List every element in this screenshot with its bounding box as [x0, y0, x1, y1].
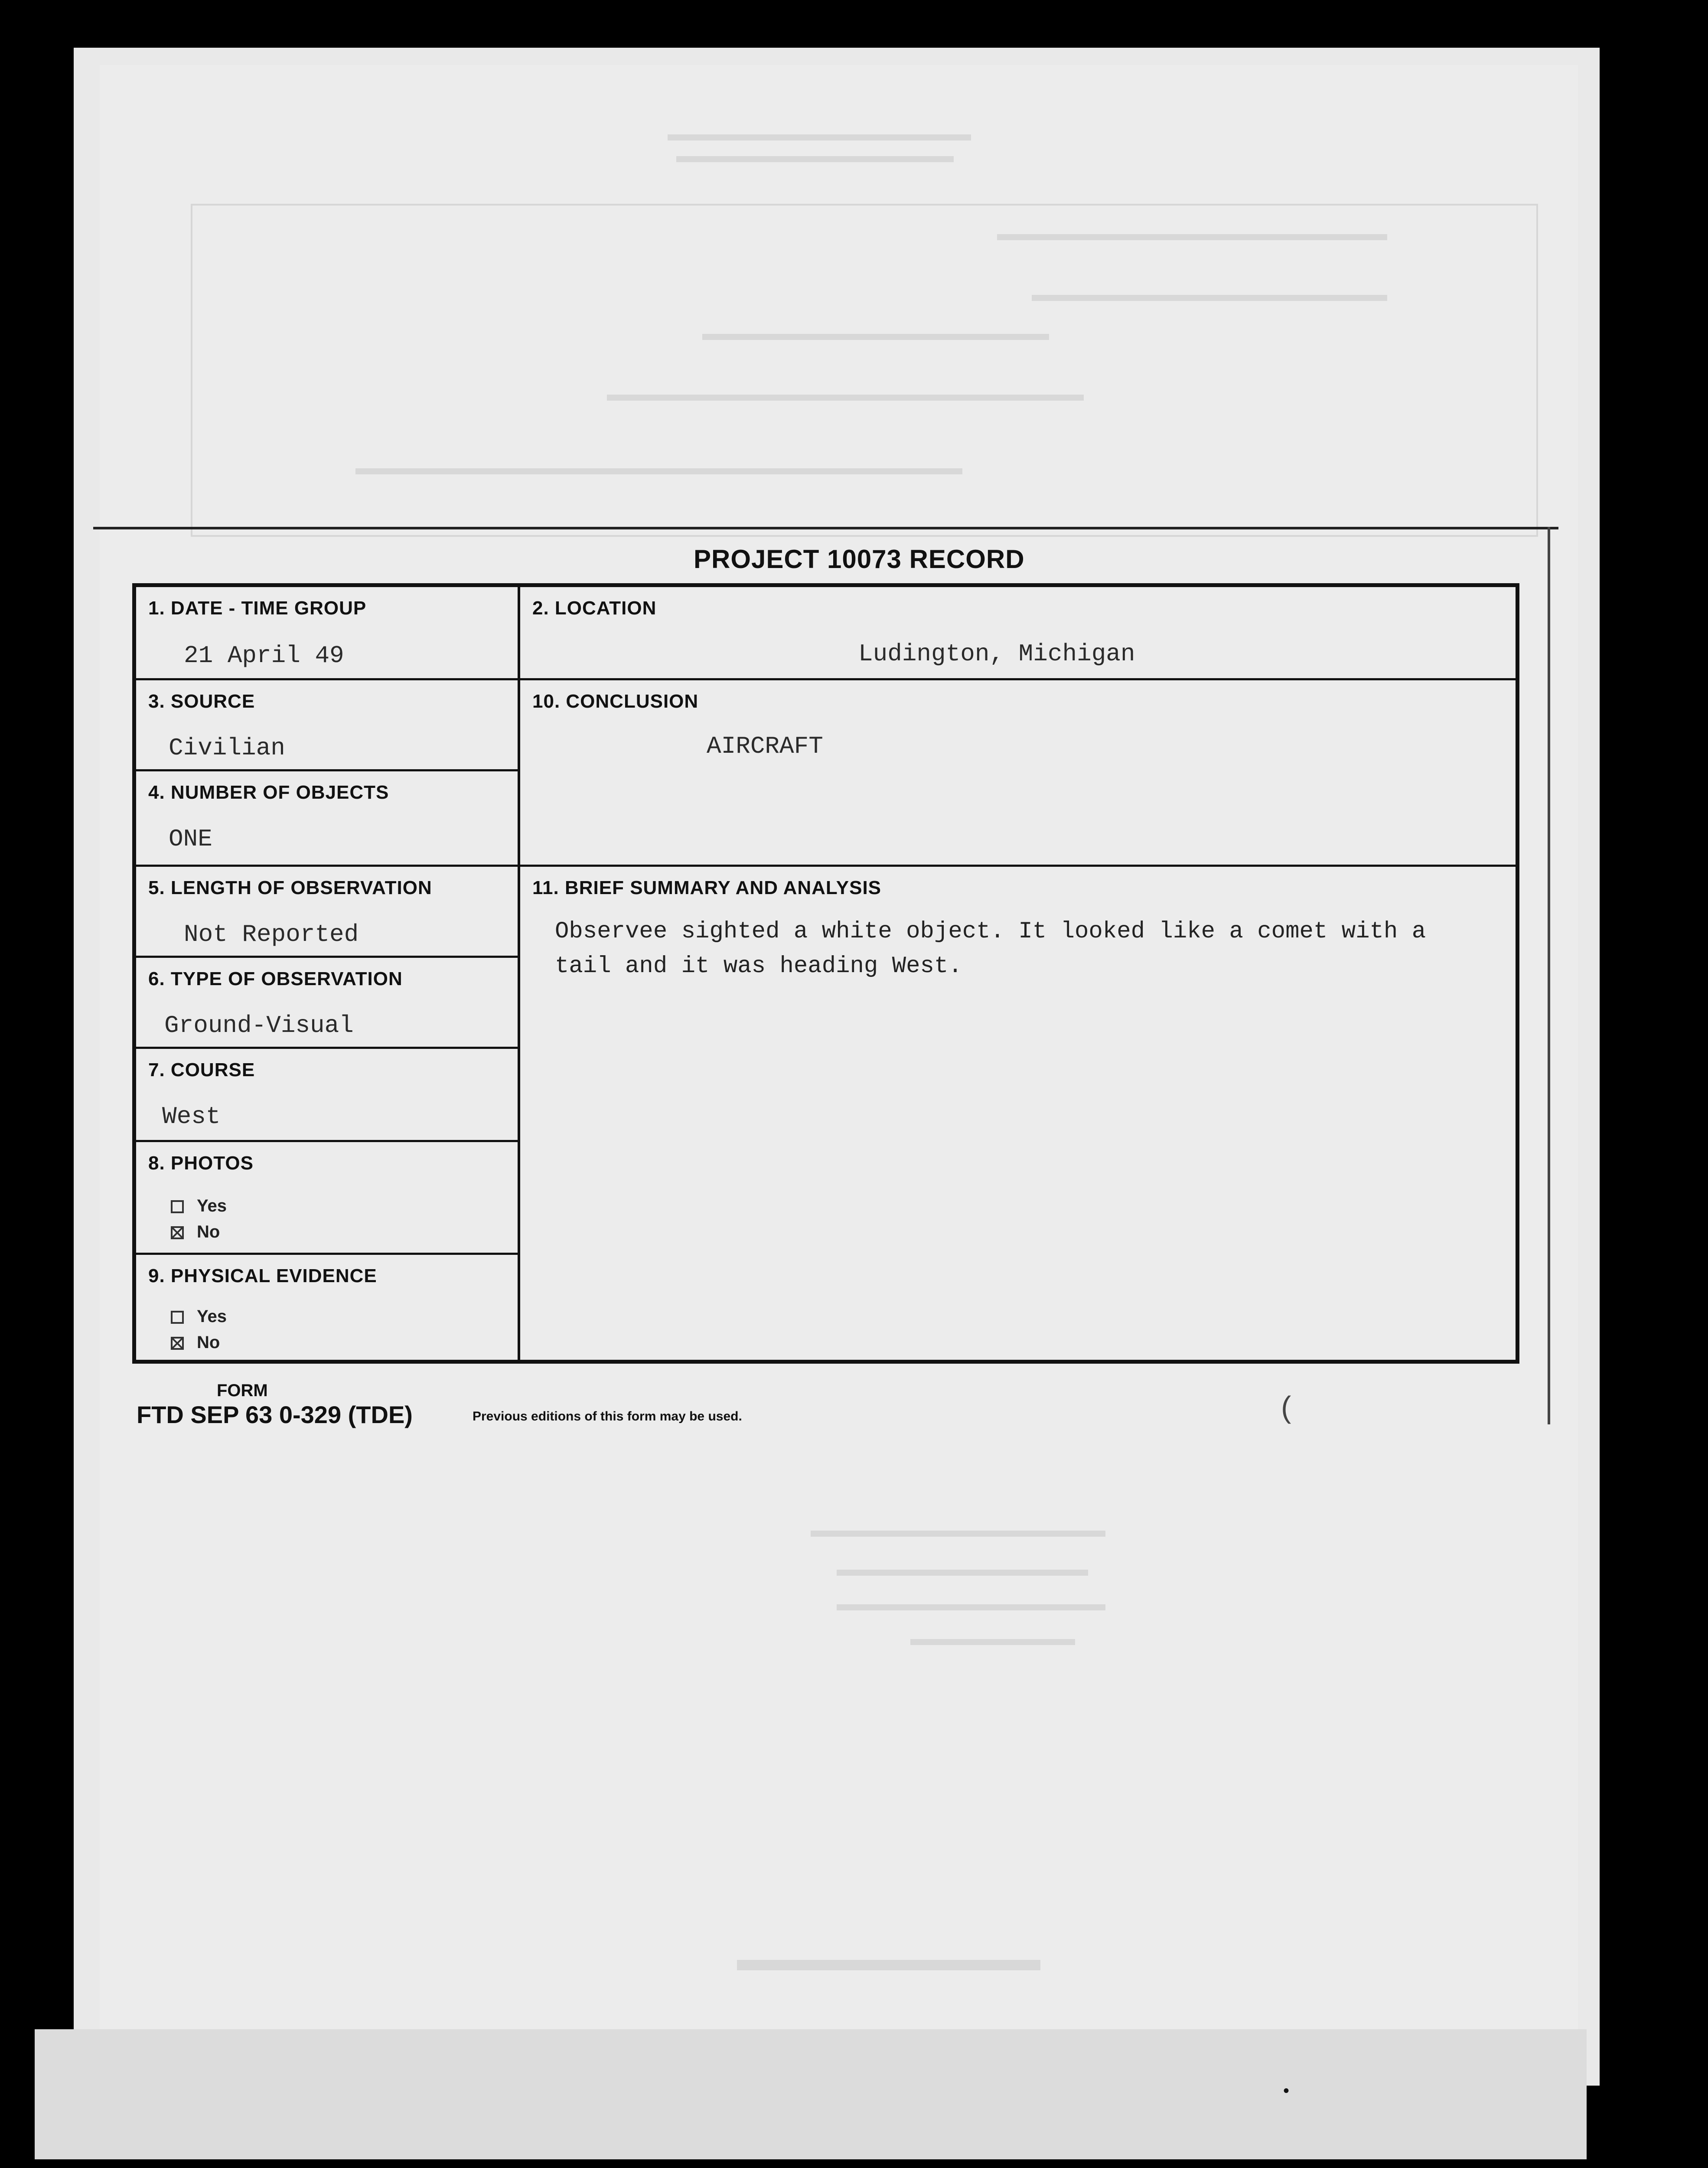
form-word: FORM [217, 1381, 268, 1400]
conclusion-value: AIRCRAFT [707, 732, 823, 760]
checked-checkbox-icon[interactable] [171, 1226, 184, 1239]
physical-evidence-cell [136, 1255, 518, 1360]
physical-evidence-no-option[interactable] [171, 1333, 220, 1352]
physical-evidence-label: 9. PHYSICAL EVIDENCE [148, 1265, 377, 1286]
location-cell [520, 587, 1516, 678]
brief-summary-value: Observee sighted a white object. It looked like a comet with a tail and it was heading West. [555, 918, 1426, 980]
underlying-text-smudge [355, 468, 962, 474]
number-of-objects-cell [136, 771, 518, 865]
underlying-text-smudge [1032, 295, 1387, 301]
length-of-observation-label: 5. LENGTH OF OBSERVATION [148, 877, 432, 898]
underlying-text-smudge [676, 156, 954, 162]
record-form [132, 583, 1519, 1364]
physical-evidence-yes-label: Yes [197, 1307, 227, 1326]
photos-label: 8. PHOTOS [148, 1153, 254, 1174]
photos-no-label: No [197, 1222, 220, 1241]
stray-pen-mark: ( [1281, 1390, 1291, 1424]
underlying-text-smudge [811, 1531, 1105, 1537]
underlying-text-smudge [668, 134, 971, 140]
conclusion-label: 10. CONCLUSION [532, 691, 699, 712]
underlying-text-smudge [737, 1960, 1040, 1970]
date-time-group-label: 1. DATE - TIME GROUP [148, 598, 367, 619]
underlying-text-smudge [997, 234, 1387, 240]
number-of-objects-value: ONE [169, 825, 212, 853]
location-label: 2. LOCATION [532, 598, 657, 619]
source-label: 3. SOURCE [148, 691, 255, 712]
photos-yes-label: Yes [197, 1196, 227, 1215]
source-cell [136, 680, 518, 769]
bottom-strip [35, 2029, 1587, 2159]
physical-evidence-yes-option[interactable] [171, 1307, 227, 1326]
conclusion-cell [520, 680, 1516, 865]
type-of-observation-value: Ground-Visual [164, 1012, 354, 1039]
photos-yes-option[interactable] [171, 1196, 227, 1216]
form-note: Previous editions of this form may be used. [473, 1409, 742, 1424]
record-title: PROJECT 10073 RECORD [694, 545, 1025, 574]
source-value: Civilian [169, 734, 285, 762]
underlying-text-smudge [837, 1604, 1105, 1610]
header-rule [93, 527, 1558, 529]
date-time-group-cell [136, 587, 518, 678]
type-of-observation-cell [136, 958, 518, 1047]
length-of-observation-cell [136, 867, 518, 956]
stray-dot: • [1283, 2081, 1290, 2100]
checkbox-icon[interactable] [171, 1311, 184, 1324]
checked-checkbox-icon[interactable] [171, 1337, 184, 1350]
course-value: West [162, 1103, 221, 1130]
underlying-text-smudge [702, 334, 1049, 340]
date-time-group-value: 21 April 49 [184, 642, 344, 669]
brief-summary-label: 11. BRIEF SUMMARY AND ANALYSIS [532, 877, 882, 898]
right-margin-rule [1548, 527, 1550, 1424]
underlying-text-smudge [910, 1639, 1075, 1645]
course-cell [136, 1049, 518, 1140]
photos-cell [136, 1142, 518, 1253]
underlying-text-smudge [607, 395, 1084, 401]
physical-evidence-no-label: No [197, 1333, 220, 1352]
photos-no-option[interactable] [171, 1222, 220, 1242]
checkbox-icon[interactable] [171, 1200, 184, 1213]
underlying-document-outline [191, 204, 1538, 537]
length-of-observation-value: Not Reported [184, 921, 359, 948]
type-of-observation-label: 6. TYPE OF OBSERVATION [148, 968, 403, 989]
brief-summary-cell [520, 867, 1516, 1360]
location-value: Ludington, Michigan [858, 640, 1135, 668]
number-of-objects-label: 4. NUMBER OF OBJECTS [148, 782, 389, 803]
underlying-text-smudge [837, 1570, 1088, 1576]
course-label: 7. COURSE [148, 1059, 255, 1081]
form-id: FTD SEP 63 0-329 (TDE) [137, 1401, 413, 1428]
